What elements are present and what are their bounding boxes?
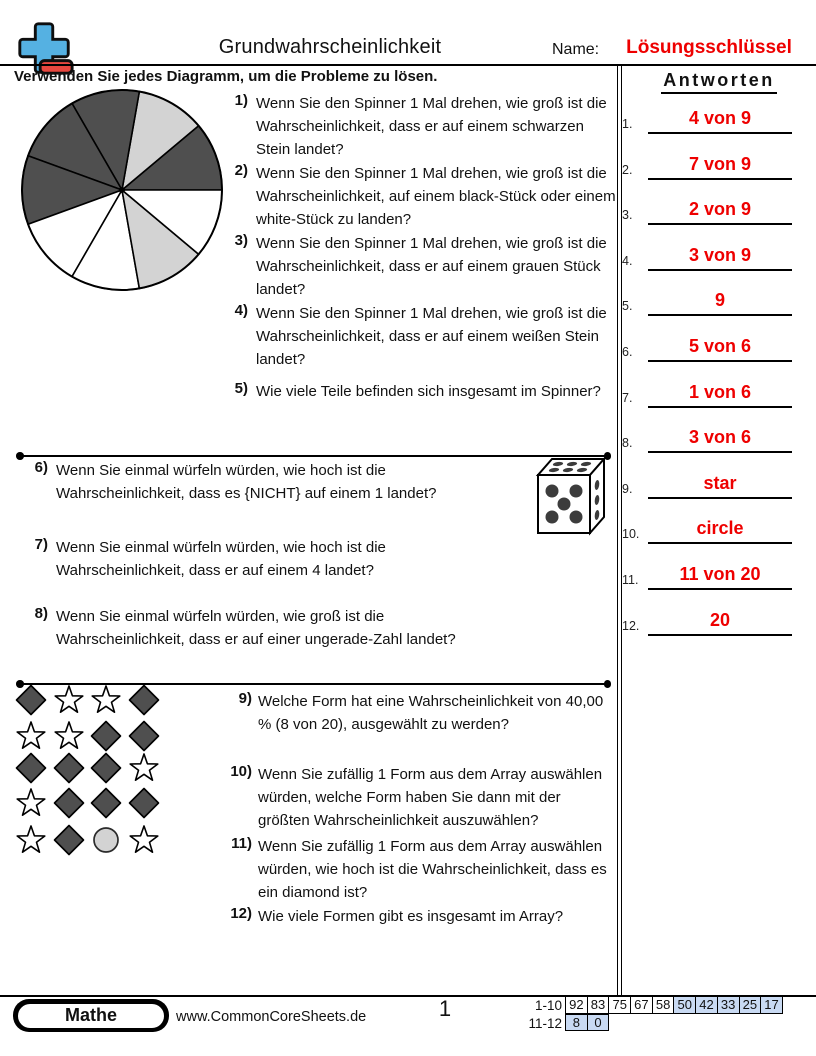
answer-value: 5 von 6 [688,336,752,356]
answer-value: 7 von 9 [688,154,752,174]
answer-value: 4 von 9 [688,108,752,128]
question-number: 5) [234,380,248,397]
score-cell: 92 [565,996,588,1014]
score-cell: 33 [717,996,740,1014]
question-number: 1) [234,92,248,109]
question-text: Wie viele Formen gibt es insgesamt im Array? [258,908,564,925]
question-number: 12) [230,905,252,922]
answer-line [648,314,792,316]
answer-number: 3. [622,208,633,222]
score-cell: 67 [630,996,653,1014]
answer-value: 20 [709,610,731,630]
question-text: Wenn Sie einmal würfeln würden, wie hoch ist die Wahrscheinlichkeit, dass er auf einem 4 landet? [56,539,386,580]
answer-value: star [703,473,737,493]
answer-number: 4. [622,254,633,268]
answer-line [648,223,792,225]
diamond-shape [52,823,86,857]
question-number: 9) [238,690,252,707]
instruction-text: Verwenden Sie jedes Diagramm, um die Probleme zu lösen. [14,68,438,85]
score-cell: 25 [739,996,762,1014]
subject-badge [13,999,169,1032]
diamond-shape [127,683,161,717]
die-image [530,453,610,537]
answer-line [648,360,792,362]
question-number: 7) [34,536,48,553]
spinner-hub [119,187,125,193]
question-text: Wenn Sie einmal würfeln würden, wie groß ist die Wahrscheinlichkeit, dass er auf einer ungerade-Zahl landet? [56,608,456,649]
score-table-row [565,1014,609,1032]
score-cell: 83 [587,996,610,1014]
diamond-shape [89,719,123,753]
answer-value: 3 von 6 [688,427,752,447]
answer-line [648,542,792,544]
website-text: www.CommonCoreSheets.de [176,1009,367,1025]
question-number: 3) [234,232,248,249]
diamond-shape [14,751,48,785]
answer-line [648,406,792,408]
score-table-row [565,996,783,1014]
answers-heading: Antworten [628,70,810,94]
answer-number: 6. [622,345,633,359]
diamond-shape [127,786,161,820]
question-number: 8) [34,605,48,622]
answer-value: 2 von 9 [688,199,752,219]
score-cell: 8 [565,1014,588,1032]
question-text: Wie viele Teile befinden sich insgesamt im Spinner? [256,383,601,400]
score-cell: 58 [652,996,675,1014]
diamond-shape [127,719,161,753]
star-shape [127,751,161,785]
answer-line [648,451,792,453]
answer-value: circle [696,518,744,538]
question-text: Wenn Sie zufällig 1 Form aus dem Array auswählen würden, welche Form haben Sie dann mit der größten Wahrscheinlichkeit auszuwählen? [258,766,603,830]
page-number: 1 [438,996,452,1021]
star-shape [89,683,123,717]
header-rule [0,64,816,66]
answer-line [648,269,792,271]
score-cell: 17 [760,996,783,1014]
answer-number: 8. [622,436,633,450]
question-number: 6) [34,459,48,476]
diamond-shape [89,751,123,785]
question-number: 10) [230,763,252,780]
score-row-label: 1-10 [534,998,562,1013]
question-text: Wenn Sie einmal würfeln würden, wie hoch ist die Wahrscheinlichkeit, dass es {NICHT} auf einem 1 landet? [56,462,437,503]
question-text: Wenn Sie den Spinner 1 Mal drehen, wie groß ist die Wahrscheinlichkeit, dass er auf einem grauen Stück landet? [256,235,607,299]
question-number: 11) [231,835,252,852]
answer-line [648,497,792,499]
answer-line [648,634,792,636]
answer-key-label: Lösungsschlüssel [626,37,792,58]
answer-number: 9. [622,482,633,496]
name-label: Name: [552,41,600,58]
die-side-pips [594,480,600,521]
answer-value: 11 von 20 [679,564,761,584]
answer-line [648,588,792,590]
question-text: Wenn Sie den Spinner 1 Mal drehen, wie groß ist die Wahrscheinlichkeit, dass er auf einem weißen Stein landet? [256,305,607,369]
answer-number: 11. [622,573,639,587]
answer-value: 1 von 6 [688,382,752,402]
page-title: Grundwahrscheinlichkeit [218,36,442,58]
score-cell: 42 [695,996,718,1014]
question-text: Wenn Sie den Spinner 1 Mal drehen, wie groß ist die Wahrscheinlichkeit, dass er auf einem schwarzen Stein landet? [256,95,607,159]
answer-line [648,178,792,180]
answer-value: 3 von 9 [688,245,752,265]
answer-number: 5. [622,299,633,313]
diamond-shape [89,786,123,820]
star-shape [52,719,86,753]
answer-line [648,132,792,134]
spinner-pie-diagram [16,84,228,296]
answer-number: 2. [622,163,633,177]
question-text: Wenn Sie den Spinner 1 Mal drehen, wie groß ist die Wahrscheinlichkeit, auf einem black-Stück oder einem white-Stück zu landen? [256,165,616,229]
question-text: Wenn Sie zufällig 1 Form aus dem Array auswählen würden, wie hoch ist die Wahrscheinlichkeit, dass es ein diamond ist? [258,838,607,902]
diamond-shape [52,751,86,785]
question-number: 2) [234,162,248,179]
answer-number: 10. [622,527,640,541]
answer-number: 12. [622,619,640,633]
star-shape [127,823,161,857]
question-number: 4) [234,302,248,319]
score-cell: 75 [608,996,631,1014]
answer-number: 1. [622,117,633,131]
score-cell: 50 [673,996,696,1014]
star-shape [14,719,48,753]
section-divider [18,455,609,457]
diamond-shape [14,683,48,717]
answer-number: 7. [622,391,633,405]
star-shape [14,823,48,857]
circle-shape [89,823,123,857]
score-cell: 0 [587,1014,610,1032]
star-shape [52,683,86,717]
star-shape [14,786,48,820]
diamond-shape [52,786,86,820]
subject-badge-label: Mathe [17,1003,165,1029]
question-text: Welche Form hat eine Wahrscheinlichkeit von 40,00 % (8 von 20), ausgewählt zu werden? [258,693,604,734]
answer-value: 9 [714,290,725,310]
score-row-label: 11-12 [528,1015,562,1031]
